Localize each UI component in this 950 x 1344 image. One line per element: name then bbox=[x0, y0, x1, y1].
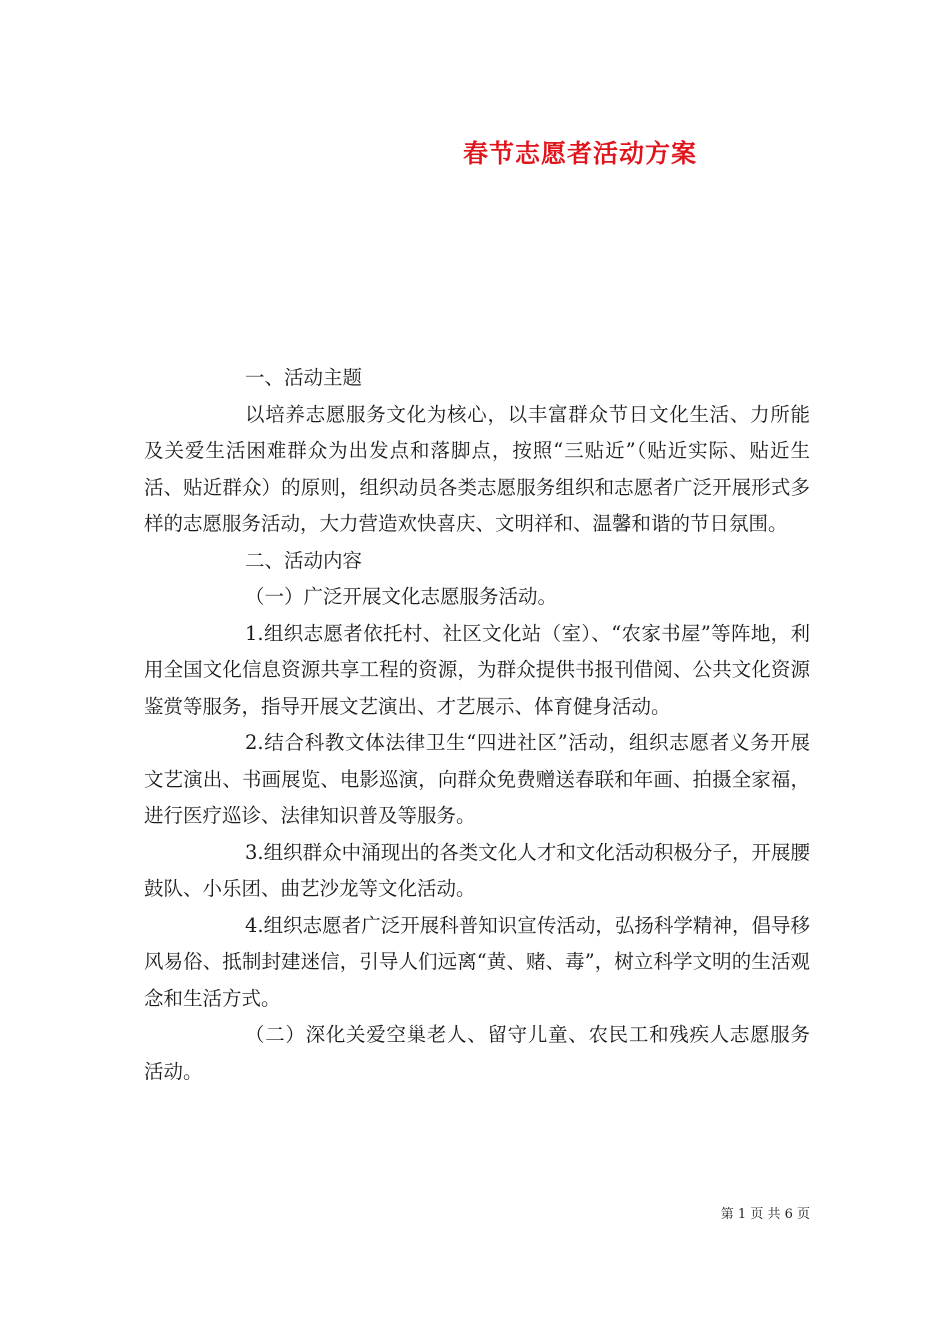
page-number: 第 1 页 共 6 页 bbox=[720, 1207, 810, 1222]
heading-activity-theme: 一、活动主题 bbox=[245, 366, 363, 389]
paragraph-item-3: 3.组织群众中涌现出的各类文化人才和文化活动积极分子，开展腰鼓队、小乐团、曲艺沙龙等文化活动。 bbox=[144, 840, 810, 900]
subheading-care-service: （二）深化关爱空巢老人、留守儿童、农民工和残疾人志愿服务活动。 bbox=[144, 1023, 810, 1083]
paragraph-item-4: 4.组织志愿者广泛开展科普知识宣传活动，弘扬科学精神，倡导移风易俗、抵制封建迷信，引导人们远离“黄、赌、毒”，树立科学文明的生活观念和生活方式。 bbox=[144, 913, 810, 1010]
document-body bbox=[144, 360, 810, 1090]
subheading-cultural-service: （一）广泛开展文化志愿服务活动。 bbox=[245, 585, 558, 608]
paragraph-item-2: 2.结合科教文体法律卫生“四进社区”活动，组织志愿者义务开展文艺演出、书画展览、电影巡演，向群众免费赠送春联和年画、拍摄全家福，进行医疗巡诊、法律知识普及等服务。 bbox=[144, 731, 810, 827]
paragraph-theme-content: 以培养志愿服务文化为核心，以丰富群众节日文化生活、力所能及关爱生活困难群众为出发点和落脚点，按照“三贴近”（贴近实际、贴近生活、贴近群众）的原则，组织动员各类志愿服务组织和志愿者广泛开展形式多样的志愿服务活动，大力营造欢快喜庆、文明祥和、温馨和谐的节日氛围。 bbox=[144, 402, 810, 535]
paragraph-item-1: 1.组织志愿者依托村、社区文化站（室）、“农家书屋”等阵地，利用全国文化信息资源共享工程的资源，为群众提供书报刊借阅、公共文化资源鉴赏等服务，指导开展文艺演出、才艺展示、体育健身活动。 bbox=[144, 621, 810, 718]
document-title: 春节志愿者活动方案 bbox=[462, 139, 697, 168]
heading-activity-content: 二、活动内容 bbox=[245, 548, 363, 572]
